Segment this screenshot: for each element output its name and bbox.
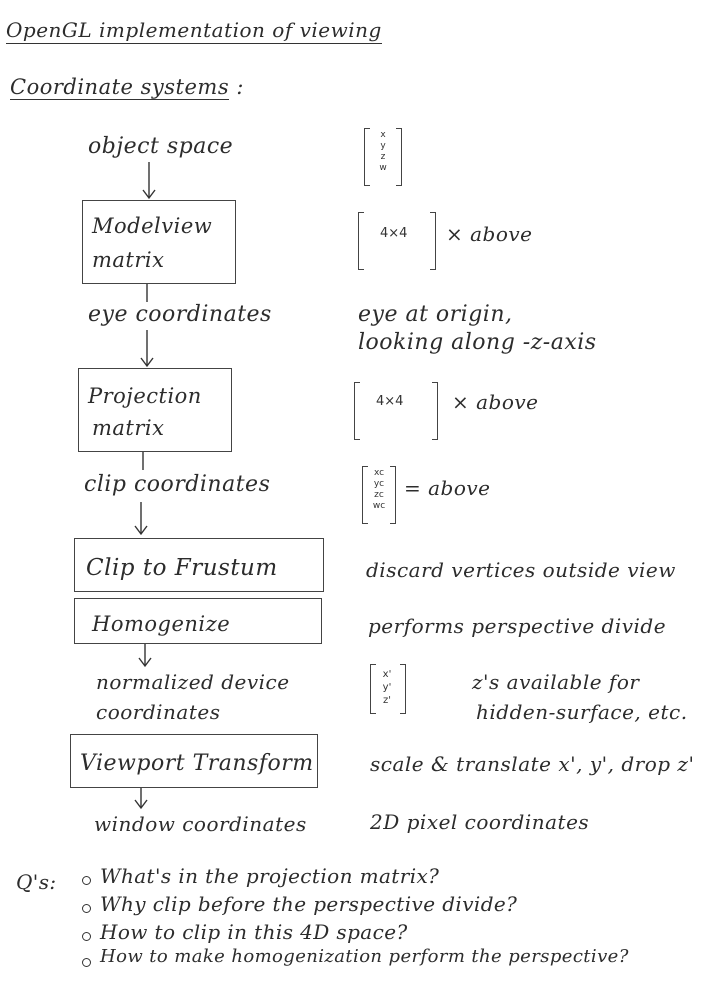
modelview-note: × above	[446, 222, 533, 246]
bullet-icon	[82, 932, 91, 941]
projection-note: × above	[452, 390, 539, 414]
window-coordinates-label: window coordinates	[94, 812, 307, 836]
projection-matrix-left-bracket	[354, 382, 360, 440]
ndc-vector	[376, 668, 398, 707]
eye-note-line2: looking along -z-axis	[358, 330, 597, 355]
vector-entry: xc	[373, 468, 385, 478]
viewport-transform-label: Viewport Transform	[80, 751, 314, 776]
clip-vector-right-bracket	[390, 466, 396, 524]
section-heading-colon: :	[236, 75, 244, 99]
question-item: What's in the projection matrix?	[100, 864, 440, 888]
questions-label: Q's:	[16, 870, 57, 894]
ndc-label-line2: coordinates	[96, 700, 221, 724]
modelview-label-line2: matrix	[92, 248, 165, 272]
arrow-down-icon	[132, 500, 152, 538]
arrow-down-icon	[136, 644, 156, 670]
projection-matrix-right-bracket	[432, 382, 438, 440]
vector-entry: x	[380, 130, 386, 140]
page-title: OpenGL implementation of viewing	[6, 18, 382, 42]
connector-line	[138, 284, 158, 304]
question-item: How to clip in this 4D space?	[100, 920, 408, 944]
projection-label-line2: matrix	[92, 416, 165, 440]
projection-label-line1: Projection	[88, 384, 202, 408]
object-vector	[370, 130, 396, 174]
arrow-down-icon	[138, 328, 158, 370]
homogenize-note: performs perspective divide	[368, 614, 667, 638]
modelview-matrix-size: 4×4	[380, 226, 408, 241]
clip-note: = above	[404, 476, 491, 500]
bullet-icon	[82, 904, 91, 913]
vector-entry: wc	[372, 501, 386, 511]
vector-entry: z'	[383, 695, 391, 706]
eye-coordinates-label: eye coordinates	[88, 302, 272, 327]
vector-entry: x'	[382, 669, 392, 680]
question-item: Why clip before the perspective divide?	[100, 892, 518, 916]
modelview-matrix-left-bracket	[358, 212, 364, 270]
clip-vector	[368, 468, 390, 512]
vector-entry: y	[380, 141, 386, 151]
modelview-label-line1: Modelview	[92, 214, 213, 238]
vector-entry: w	[379, 163, 387, 173]
question-item: How to make homogenization perform the perspective?	[100, 946, 629, 967]
connector-line	[134, 452, 154, 472]
clip-to-frustum-label: Clip to Frustum	[86, 555, 278, 581]
viewport-note: scale & translate x', y', drop z'	[370, 752, 695, 776]
eye-note-line1: eye at origin,	[358, 302, 513, 327]
ndc-label-line1: normalized device	[96, 670, 290, 694]
window-note: 2D pixel coordinates	[370, 810, 590, 834]
section-heading-text: Coordinate systems	[10, 75, 230, 99]
ndc-note-line1: z's available for	[472, 670, 640, 694]
vector-entry: y'	[382, 682, 392, 693]
projection-matrix-size: 4×4	[376, 394, 404, 409]
clip-frustum-note: discard vertices outside view	[366, 558, 676, 582]
object-vector-right-bracket	[396, 128, 402, 186]
homogenize-label: Homogenize	[92, 612, 231, 636]
clip-coordinates-label: clip coordinates	[84, 472, 271, 497]
vector-entry: yc	[373, 479, 385, 489]
arrow-down-icon	[140, 160, 160, 202]
bullet-icon	[82, 958, 91, 967]
ndc-vector-right-bracket	[400, 664, 406, 714]
vector-entry: zc	[374, 490, 384, 500]
section-heading	[10, 75, 244, 99]
vector-entry: z	[380, 152, 386, 162]
arrow-down-icon	[132, 788, 152, 812]
bullet-icon	[82, 876, 91, 885]
object-space-label: object space	[88, 134, 234, 159]
modelview-matrix-right-bracket	[430, 212, 436, 270]
ndc-note-line2: hidden-surface, etc.	[476, 700, 688, 724]
